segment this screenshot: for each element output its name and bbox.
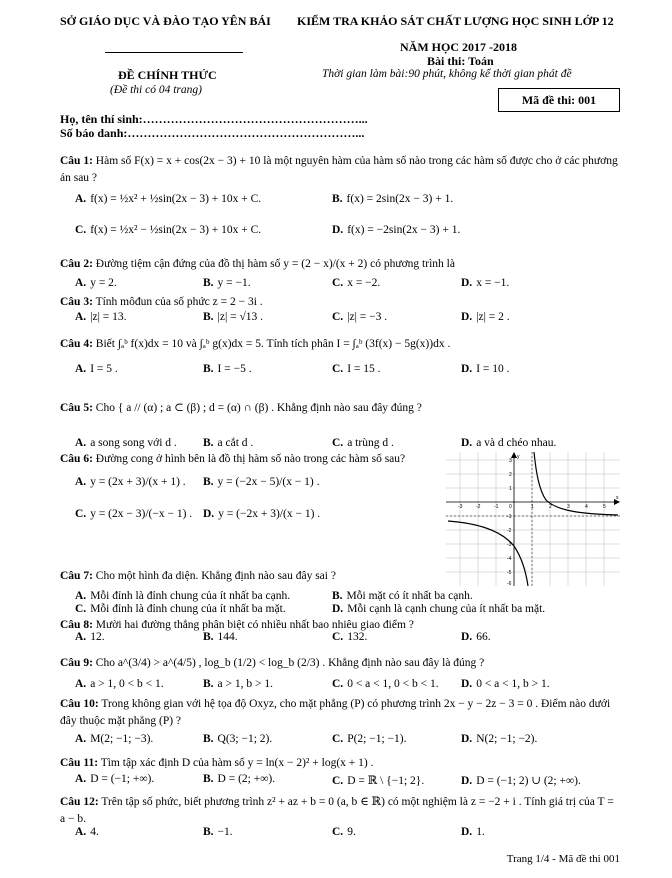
exam-title: KIỂM TRA KHẢO SÁT CHẤT LƯỢNG HỌC SINH LỚP 12 <box>297 14 614 28</box>
option-a[interactable]: A. M(2; −1; −3). <box>75 733 154 745</box>
options-q12 <box>75 826 635 842</box>
option-d[interactable]: D. 66. <box>461 631 491 643</box>
option-c[interactable]: C. y = (2x − 3)/(−x − 1) . <box>75 508 193 520</box>
option-d[interactable]: D. D = (−1; 2) ∪ (2; +∞). <box>461 775 581 787</box>
option-c[interactable]: C. x = −2. <box>332 277 381 289</box>
pages-note: (Đề thi có 04 trang) <box>110 84 202 96</box>
x-tick: 5 <box>603 504 606 510</box>
option-d[interactable]: D. f(x) = −2sin(2x − 3) + 1. <box>332 224 461 236</box>
options-q8 <box>75 631 635 647</box>
question-10: Câu 10: Trong không gian với hệ tọa độ Oxyz, cho mặt phẳng (P) có phương trình 2x − y − 2z − 3 = 0 . Điểm nào dưới đây thuộc mặt phẳng (P) ? <box>60 698 611 727</box>
options-q1-row2 <box>75 224 635 240</box>
option-b[interactable]: B. Q(3; −1; 2). <box>203 733 273 745</box>
y-tick: -5 <box>507 570 512 576</box>
option-d[interactable]: D. a và d chéo nhau. <box>461 437 557 449</box>
option-a[interactable]: A. y = 2. <box>75 277 117 289</box>
x-tick: 1 <box>531 504 534 510</box>
question-2: Câu 2: Đường tiệm cận đứng của đồ thị hàm số y = (2 − x)/(x + 2) có phương trình là <box>60 258 455 270</box>
y-tick: -1 <box>507 514 512 520</box>
question-label: Câu 1: <box>60 155 93 167</box>
options-q6-row1 <box>75 476 435 492</box>
origin-label: 0 <box>509 504 512 510</box>
options-q2 <box>75 277 635 293</box>
option-c[interactable]: C. P(2; −1; −1). <box>332 733 407 745</box>
option-d[interactable]: D. I = 10 . <box>461 363 510 375</box>
candidate-name-line: Họ, tên thí sinh:………………………………………………... <box>60 112 368 126</box>
x-tick: 4 <box>585 504 588 510</box>
header-underline <box>105 52 243 53</box>
x-axis-label: x <box>616 495 619 501</box>
question-8: Câu 8: Mười hai đường thẳng phân biệt có nhiều nhất bao nhiêu giao điểm ? <box>60 619 414 631</box>
option-c[interactable]: C. 9. <box>332 826 356 838</box>
question-11: Câu 11: Tìm tập xác định D của hàm số y = ln(x − 2)² + log(x + 1) . <box>60 757 374 769</box>
options-q11 <box>75 773 635 789</box>
option-d[interactable]: D. y = (−2x + 3)/(x − 1) . <box>203 508 321 520</box>
y-axis-label: y <box>517 454 520 460</box>
option-d[interactable]: D. 0 < a < 1, b > 1. <box>461 678 550 690</box>
page-footer: Trang 1/4 - Mã đề thi 001 <box>506 853 620 865</box>
y-tick: 2 <box>509 472 512 478</box>
option-b[interactable]: B. Mỗi mặt có ít nhất ba cạnh. <box>332 590 473 602</box>
option-a[interactable]: A. |z| = 13. <box>75 311 127 323</box>
option-d[interactable]: D. 1. <box>461 826 485 838</box>
x-tick: -2 <box>476 504 481 510</box>
dept-name: SỞ GIÁO DỤC VÀ ĐÀO TẠO YÊN BÁI <box>60 14 271 28</box>
option-b[interactable]: B. I = −5 . <box>203 363 252 375</box>
subject: Bài thi: Toán <box>427 54 494 68</box>
x-tick: -1 <box>494 504 499 510</box>
options-q4 <box>75 363 635 379</box>
x-tick-labels <box>458 495 619 510</box>
question-9: Câu 9: Cho a^(3/4) > a^(4/5) , log_b (1/2) < log_b (2/3) . Khẳng định nào sau đây là đúng ? <box>60 657 485 669</box>
option-a[interactable]: A. 4. <box>75 826 99 838</box>
option-d[interactable]: D. |z| = 2 . <box>461 311 510 323</box>
question-1 <box>60 153 620 187</box>
options-q9 <box>75 678 635 694</box>
option-b[interactable]: B. y = (−2x − 5)/(x − 1) . <box>203 476 320 488</box>
option-d[interactable]: D. x = −1. <box>461 277 510 289</box>
option-c[interactable]: C. |z| = −3 . <box>332 311 388 323</box>
official-label: ĐỀ CHÍNH THỨC <box>118 68 217 82</box>
y-tick: 1 <box>509 486 512 492</box>
x-tick: 3 <box>567 504 570 510</box>
option-a[interactable]: A. a song song với d . <box>75 437 177 449</box>
exam-code-box: Mã đề thi: 001 <box>498 88 620 112</box>
option-a[interactable]: A. I = 5 . <box>75 363 118 375</box>
y-tick: -6 <box>507 581 512 586</box>
option-b[interactable]: B. 144. <box>203 631 238 643</box>
option-c[interactable]: C. f(x) = ½x² − ½sin(2x − 3) + 10x + C. <box>75 224 262 236</box>
option-a[interactable]: A. f(x) = ½x² + ½sin(2x − 3) + 10x + C. <box>75 193 262 205</box>
option-a[interactable]: A. y = (2x + 3)/(x + 1) . <box>75 476 186 488</box>
option-c[interactable]: C. a trùng d . <box>332 437 394 449</box>
school-year: NĂM HỌC 2017 -2018 <box>400 40 517 54</box>
y-tick: -4 <box>507 556 512 562</box>
options-q10 <box>75 733 635 749</box>
option-c[interactable]: C. 0 < a < 1, 0 < b < 1. <box>332 678 439 690</box>
option-b[interactable]: B. a cắt d . <box>203 437 254 449</box>
question-7: Câu 7: Cho một hình đa diện. Khẳng định nào sau đây sai ? <box>60 570 336 582</box>
y-tick: 3 <box>509 458 512 464</box>
option-b[interactable]: B. a > 1, b > 1. <box>203 678 273 690</box>
option-c[interactable]: C. I = 15 . <box>332 363 381 375</box>
options-q3 <box>75 311 635 327</box>
option-a[interactable]: A. Mỗi đỉnh là đỉnh chung của ít nhất ba cạnh. <box>75 590 291 602</box>
question-3: Câu 3: Tính môđun của số phức z = 2 − 3i . <box>60 296 263 308</box>
option-c[interactable]: C. D = ℝ \ {−1; 2}. <box>332 775 425 787</box>
option-b[interactable]: B. D = (2; +∞). <box>203 773 276 785</box>
question-4: Câu 4: Biết ∫ₐᵇ f(x)dx = 10 và ∫ₐᵇ g(x)dx = 5. Tính tích phân I = ∫ₐᵇ (3f(x) − 5g(x))dx . <box>60 338 451 350</box>
option-a[interactable]: A. 12. <box>75 631 105 643</box>
option-b[interactable]: B. y = −1. <box>203 277 251 289</box>
question-12: Câu 12: Trên tập số phức, biết phương trình z² + az + b = 0 (a, b ∈ ℝ) có một nghiệm là z = −2 + i . Tính giá trị của T = a − b. <box>60 796 614 825</box>
option-b[interactable]: B. |z| = √13 . <box>203 311 264 323</box>
option-b[interactable]: B. −1. <box>203 826 233 838</box>
hyperbola-graph <box>446 452 620 586</box>
option-a[interactable]: A. a > 1, 0 < b < 1. <box>75 678 164 690</box>
y-tick: -3 <box>507 542 512 548</box>
x-tick: 2 <box>549 504 552 510</box>
question-text: Hàm số F(x) = x + cos(2x − 3) + 10 là một nguyên hàm của hàm số nào trong các hàm số được cho ở các phương án sau ? <box>60 155 618 184</box>
graph-grid <box>446 452 620 586</box>
option-c[interactable]: C. 132. <box>332 631 368 643</box>
question-5: Câu 5: Cho { a // (α) ; a ⊂ (β) ; d = (α) ∩ (β) . Khẳng định nào sau đây đúng ? <box>60 402 422 414</box>
options-q6-row2 <box>75 508 435 524</box>
option-c[interactable]: C. Mỗi đỉnh là đỉnh chung của ít nhất ba mặt. <box>75 603 286 615</box>
x-tick: -3 <box>458 504 463 510</box>
option-a[interactable]: A. D = (−1; +∞). <box>75 773 155 785</box>
time-note: Thời gian làm bài:90 phút, không kể thời gian phát đề <box>322 68 572 80</box>
question-6: Câu 6: Đường cong ở hình bên là đồ thị hàm số nào trong các hàm số sau? <box>60 453 406 465</box>
y-tick: -2 <box>507 528 512 534</box>
candidate-id-line: Số báo danh:…………………………………………………... <box>60 126 365 140</box>
option-b[interactable]: B. f(x) = 2sin(2x − 3) + 1. <box>332 193 454 205</box>
options-q1-row1 <box>75 193 635 209</box>
option-d[interactable]: D. Mỗi cạnh là cạnh chung của ít nhất ba mặt. <box>332 603 546 615</box>
option-d[interactable]: D. N(2; −1; −2). <box>461 733 538 745</box>
